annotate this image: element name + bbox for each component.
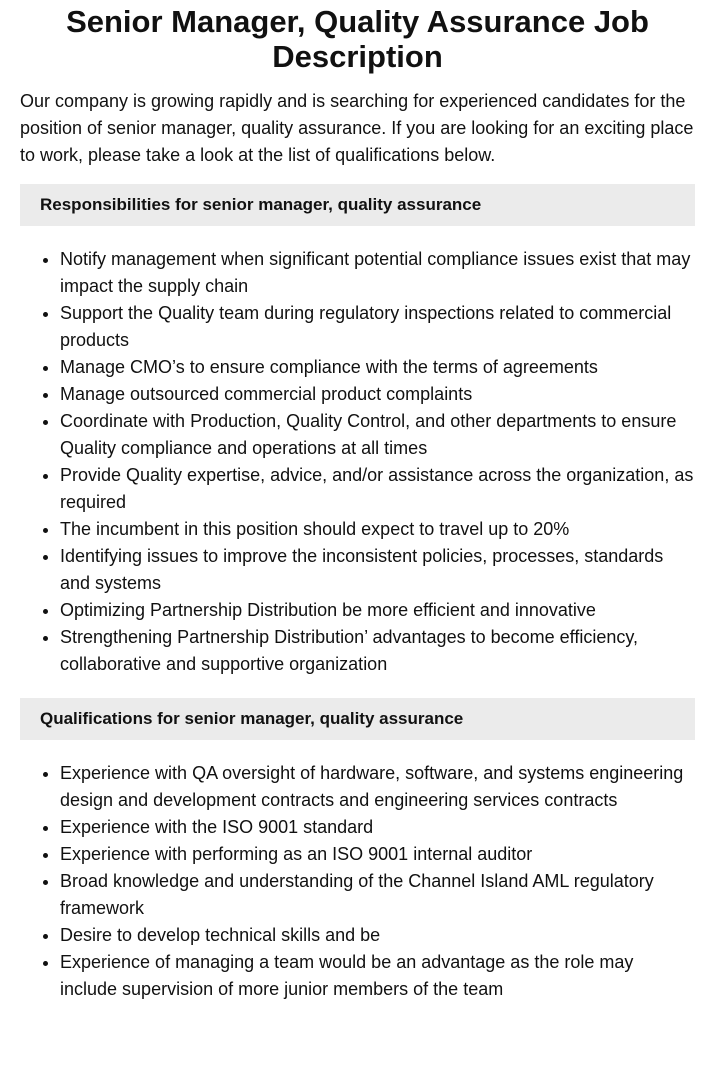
list-item: • Identifying issues to improve the inconsistent policies, processes, standards and systems [60, 543, 695, 597]
list-item: • Experience with the ISO 9001 standard [60, 814, 695, 841]
qualifications-heading: Qualifications for senior manager, quality assurance [20, 698, 695, 740]
list-item: • Experience of managing a team would be an advantage as the role may include supervision of more junior members of the team [60, 949, 695, 1003]
intro-paragraph: Our company is growing rapidly and is searching for experienced candidates for the position of senior manager, quality assurance. If you are looking for an exciting place to work, please take a look at the list of qualifications below. [20, 91, 694, 165]
list-item: • Coordinate with Production, Quality Control, and other departments to ensure Quality compliance and operations at all times [60, 408, 695, 462]
list-item: • Notify management when significant potential compliance issues exist that may impact the supply chain [60, 246, 695, 300]
list-item: • Experience with performing as an ISO 9001 internal auditor [60, 841, 695, 868]
responsibilities-heading: Responsibilities for senior manager, quality assurance [20, 184, 695, 226]
list-item: • Optimizing Partnership Distribution be more efficient and innovative [60, 597, 695, 624]
list-item: • Broad knowledge and understanding of the Channel Island AML regulatory framework [60, 868, 695, 922]
list-item: • Support the Quality team during regulatory inspections related to commercial products [60, 300, 695, 354]
list-item: • Experience with QA oversight of hardware, software, and systems engineering design and development contracts and engineering services contracts [60, 760, 695, 814]
list-item: • The incumbent in this position should expect to travel up to 20% [60, 516, 695, 543]
job-description [0, 4, 720, 1003]
list-item: • Desire to develop technical skills and be [60, 922, 695, 949]
page-title: Senior Manager, Quality Assurance Job Description [66, 4, 649, 74]
list-item: • Manage CMO’s to ensure compliance with the terms of agreements [60, 354, 695, 381]
qualifications-list [20, 760, 695, 1003]
responsibilities-list [20, 246, 695, 678]
list-item: • Strengthening Partnership Distribution’ advantages to become efficiency, collaborative and supportive organization [60, 624, 695, 678]
list-item: • Manage outsourced commercial product complaints [60, 381, 695, 408]
list-item: • Provide Quality expertise, advice, and/or assistance across the organization, as required [60, 462, 695, 516]
